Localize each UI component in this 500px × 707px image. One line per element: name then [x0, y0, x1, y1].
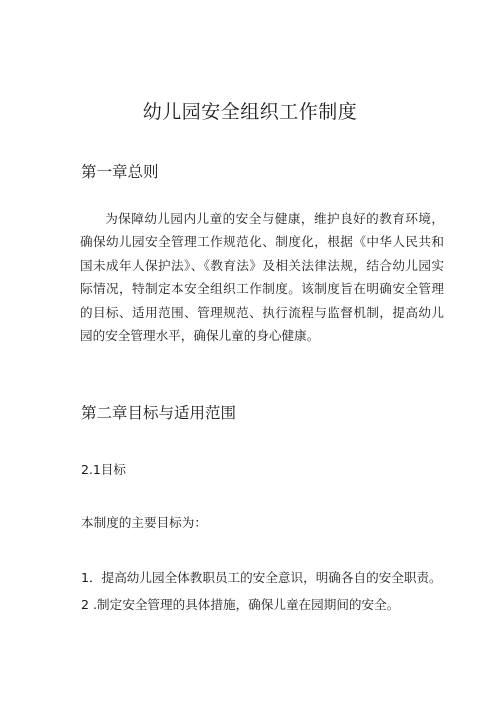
list-item-text: 提高幼儿园全体教职员工的安全意识，明确各自的安全职责。 — [101, 570, 442, 585]
chapter-1-heading: 第一章总则 — [81, 163, 159, 181]
list-item-number: 2 . — [81, 597, 98, 612]
list-item-number: 1． — [81, 570, 102, 585]
goals-intro: 本制度的主要目标为： — [81, 515, 207, 530]
list-item-text: 制定安全管理的具体措施，确保儿童在园期间的安全。 — [97, 597, 400, 612]
list-item — [81, 594, 399, 613]
document-title: 幼儿园安全组织工作制度 — [142, 101, 358, 123]
chapter-1-paragraph: 为保障幼儿园内儿童的安全与健康，维护良好的教育环境，确保幼儿园安全管理工作规范化、制度化，根据《中华人民共和国未成年人保护法》、《教育法》及相关法律法规，结合幼儿园实际情况，特制定本安全组织工作制度。该制度旨在明确安全管理的目标、适用范围、管理规范、执行流程与监督机制，提高幼儿园的安全管理水平，确保儿童的身心健康。 — [80, 211, 444, 344]
chapter-2-heading: 第二章目标与适用范围 — [81, 404, 237, 422]
list-item — [81, 567, 442, 586]
section-2-1-heading: 2.1目标 — [81, 462, 126, 477]
